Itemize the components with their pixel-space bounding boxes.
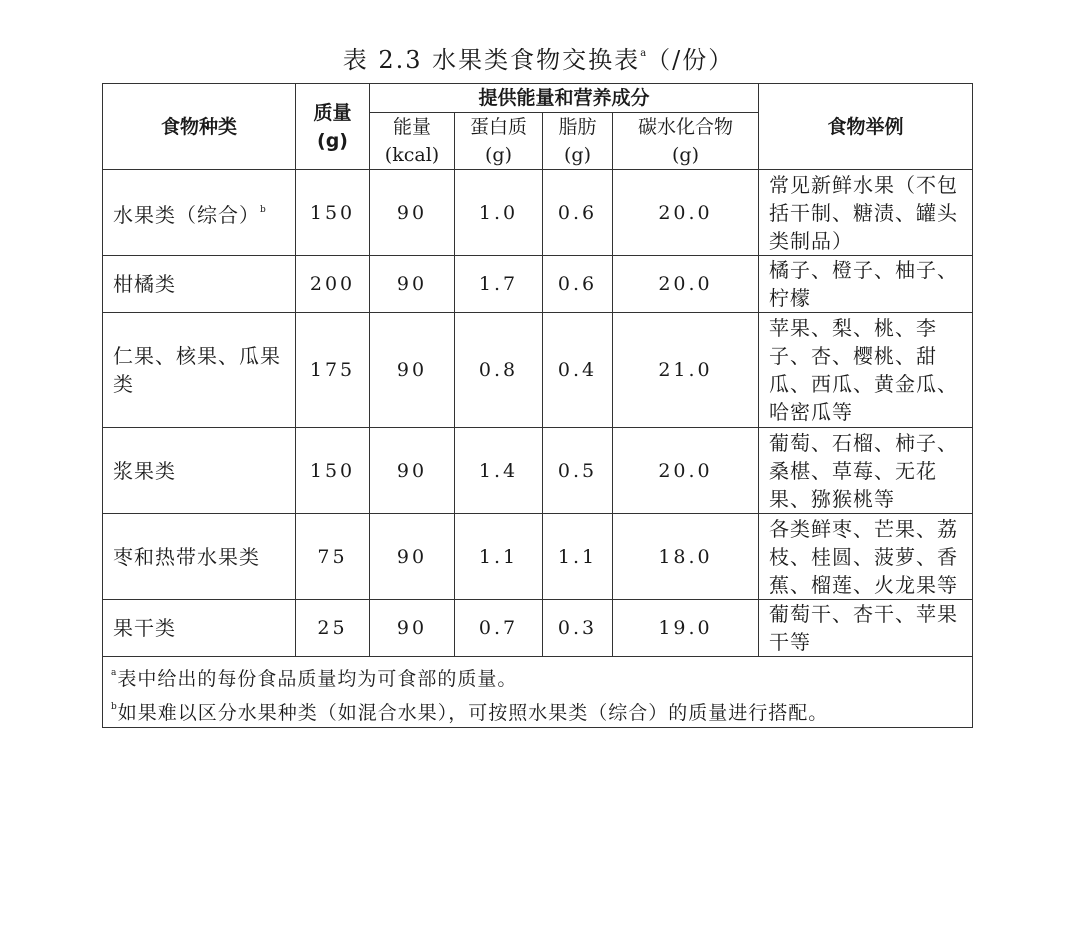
row-protein: 0.8 xyxy=(455,313,543,428)
row-mass: 150 xyxy=(296,170,370,256)
note-b xyxy=(111,693,964,727)
row-mass: 150 xyxy=(296,428,370,514)
header-fat-line1: 脂肪 xyxy=(558,116,597,138)
table-row xyxy=(103,170,973,256)
row-fat: 0.5 xyxy=(543,428,613,514)
row-name-marker: b xyxy=(260,205,267,215)
row-fat: 1.1 xyxy=(543,514,613,600)
table-row xyxy=(103,256,973,313)
table-title-text: 表 2.3 水果类食物交换表 xyxy=(342,46,641,74)
note-b-text: 如果难以区分水果种类（如混合水果），可按照水果类（综合）的质量进行搭配。 xyxy=(117,702,829,724)
row-carb: 18.0 xyxy=(613,514,759,600)
header-carb xyxy=(613,113,759,170)
row-protein: 0.7 xyxy=(455,600,543,657)
table-title xyxy=(0,38,1077,76)
row-examples: 橘子、橙子、柚子、柠檬 xyxy=(759,256,973,313)
header-energy-line2: (kcal) xyxy=(384,144,440,166)
fruit-exchange-table xyxy=(102,83,973,728)
header-fat-line2: (g) xyxy=(564,144,591,166)
row-energy: 90 xyxy=(370,170,455,256)
table-row xyxy=(103,600,973,657)
row-protein: 1.7 xyxy=(455,256,543,313)
note-b-marker: b xyxy=(111,702,118,712)
row-fat: 0.6 xyxy=(543,170,613,256)
row-mass: 75 xyxy=(296,514,370,600)
row-name: 浆果类 xyxy=(103,428,296,514)
row-fat: 0.4 xyxy=(543,313,613,428)
header-mass-line2: (g) xyxy=(317,129,348,152)
row-fat: 0.3 xyxy=(543,600,613,657)
table-title-marker: a xyxy=(640,48,647,59)
row-carb: 20.0 xyxy=(613,428,759,514)
header-protein xyxy=(455,113,543,170)
header-food-type: 食物种类 xyxy=(103,84,296,170)
row-carb: 19.0 xyxy=(613,600,759,657)
row-energy: 90 xyxy=(370,256,455,313)
header-carb-line2: (g) xyxy=(672,144,699,166)
row-protein: 1.0 xyxy=(455,170,543,256)
header-carb-line1: 碳水化合物 xyxy=(638,116,734,138)
header-nutrients-group: 提供能量和营养成分 xyxy=(370,84,759,113)
table-notes-row xyxy=(103,657,973,728)
row-carb: 21.0 xyxy=(613,313,759,428)
row-examples: 各类鲜枣、芒果、荔枝、桂圆、菠萝、香蕉、榴莲、火龙果等 xyxy=(759,514,973,600)
row-carb: 20.0 xyxy=(613,256,759,313)
header-protein-line1: 蛋白质 xyxy=(469,116,527,138)
table-row xyxy=(103,313,973,428)
row-energy: 90 xyxy=(370,313,455,428)
row-examples: 苹果、梨、桃、李子、杏、樱桃、甜瓜、西瓜、黄金瓜、哈密瓜等 xyxy=(759,313,973,428)
table-row xyxy=(103,428,973,514)
row-name: 枣和热带水果类 xyxy=(103,514,296,600)
row-name: 仁果、核果、瓜果类 xyxy=(103,313,296,428)
header-protein-line2: (g) xyxy=(485,144,512,166)
row-name: 柑橘类 xyxy=(103,256,296,313)
row-name-text: 水果类（综合） xyxy=(113,203,260,227)
table-notes xyxy=(103,657,973,728)
table-row xyxy=(103,514,973,600)
row-examples: 葡萄、石榴、柿子、桑椹、草莓、无花果、猕猴桃等 xyxy=(759,428,973,514)
row-energy: 90 xyxy=(370,514,455,600)
row-fat: 0.6 xyxy=(543,256,613,313)
note-a-text: 表中给出的每份食品质量均为可食部的质量。 xyxy=(117,668,518,690)
row-mass: 175 xyxy=(296,313,370,428)
table-title-unit: （/份） xyxy=(646,46,735,74)
row-examples: 常见新鲜水果（不包括干制、糖渍、罐头类制品） xyxy=(759,170,973,256)
row-name: 果干类 xyxy=(103,600,296,657)
header-energy xyxy=(370,113,455,170)
note-a xyxy=(111,659,964,693)
note-a-marker: a xyxy=(111,668,118,678)
row-protein: 1.4 xyxy=(455,428,543,514)
header-mass-line1: 质量 xyxy=(313,101,352,124)
header-mass xyxy=(296,84,370,170)
row-protein: 1.1 xyxy=(455,514,543,600)
header-fat xyxy=(543,113,613,170)
row-carb: 20.0 xyxy=(613,170,759,256)
row-mass: 25 xyxy=(296,600,370,657)
row-name xyxy=(103,170,296,256)
header-row-1 xyxy=(103,84,973,113)
row-energy: 90 xyxy=(370,428,455,514)
row-mass: 200 xyxy=(296,256,370,313)
row-energy: 90 xyxy=(370,600,455,657)
header-energy-line1: 能量 xyxy=(392,116,431,138)
header-examples: 食物举例 xyxy=(759,84,973,170)
row-examples: 葡萄干、杏干、苹果干等 xyxy=(759,600,973,657)
